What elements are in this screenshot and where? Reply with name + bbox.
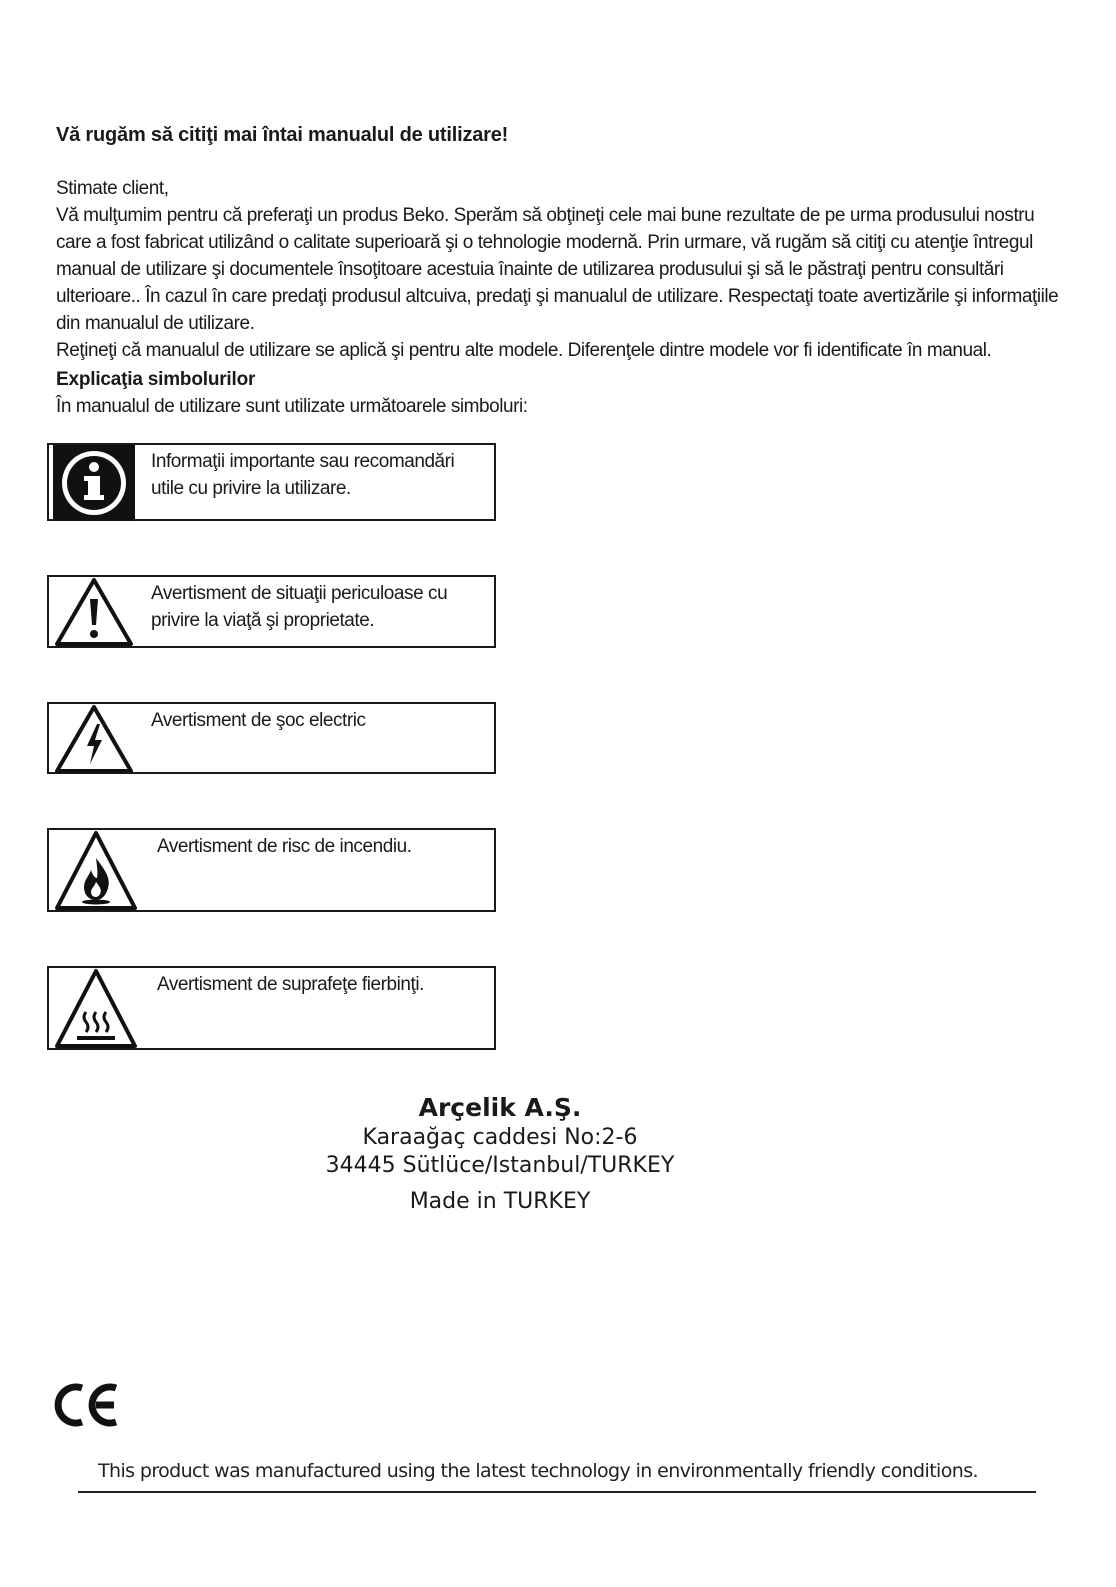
hot-surface-icon	[53, 968, 139, 1050]
info-icon	[53, 445, 135, 521]
manufacturer-address	[300, 1092, 700, 1216]
symbols-section-title: Explicaţia simbolurilor	[56, 369, 256, 390]
symbol-text-warning: Avertisment de situaţii periculoase cu privire la viaţă şi proprietate.	[151, 583, 448, 631]
intro-paragraph: Vă mulţumim pentru că preferaţi un produs Beko. Sperăm să obţineţi cele mai bune rezultate de pe urma produsului nostru care a fost fabricat utilizând o calitate superioară şi o tehnologie modernă. Prin urmare, vă rugăm să citiţi cu atenţie întregul manual de utilizare şi documentele însoţitoare acestuia înainte de utilizarea produsului şi să le păstraţi pentru consultări ulterioare.. În cazul în care predaţi produsul altcuiva, predaţi şi manualul de utilizare. Respectaţi toate avertizările şi informaţiile din manualul de utilizare.	[56, 205, 1059, 334]
symbol-box-electric	[47, 702, 496, 774]
symbol-box-fire	[47, 828, 496, 912]
made-in: Made in TURKEY	[409, 1189, 591, 1214]
warning-icon	[53, 577, 135, 647]
company-name: Arçelik A.Ş.	[418, 1093, 582, 1122]
electric-shock-icon	[53, 704, 135, 774]
models-note: Reţineţi că manualul de utilizare se aplică şi pentru alte modele. Diferenţele dintre modele vor fi identificate în manual.	[56, 340, 992, 361]
symbols-section-intro: În manualul de utilizare sunt utilizate următoarele simboluri:	[56, 396, 528, 417]
intro-text	[56, 175, 1066, 364]
footer-text: This product was manufactured using the latest technology in environmentally friendly conditions.	[98, 1460, 978, 1482]
symbol-box-warning	[47, 575, 496, 648]
symbol-text-hot-surface: Avertisment de suprafeţe fierbinţi.	[157, 974, 424, 995]
address-street: Karaağaç caddesi No:2-6	[362, 1125, 638, 1150]
symbol-text-fire: Avertisment de risc de incendiu.	[157, 836, 412, 857]
symbol-text-electric: Avertisment de şoc electric	[151, 710, 366, 731]
greeting: Stimate client,	[56, 178, 169, 199]
page-title: Vă rugăm să citiţi mai întai manualul de utilizare!	[56, 124, 509, 146]
ce-mark-icon	[54, 1380, 122, 1430]
symbol-text-info: Informaţii importante sau recomandări utile cu privire la utilizare.	[151, 451, 455, 499]
symbol-box-hot-surface	[47, 966, 496, 1050]
fire-icon	[53, 830, 139, 912]
address-city: 34445 Sütlüce/Istanbul/TURKEY	[325, 1153, 675, 1178]
footer-divider	[78, 1491, 1036, 1493]
symbol-box-info	[47, 443, 496, 521]
